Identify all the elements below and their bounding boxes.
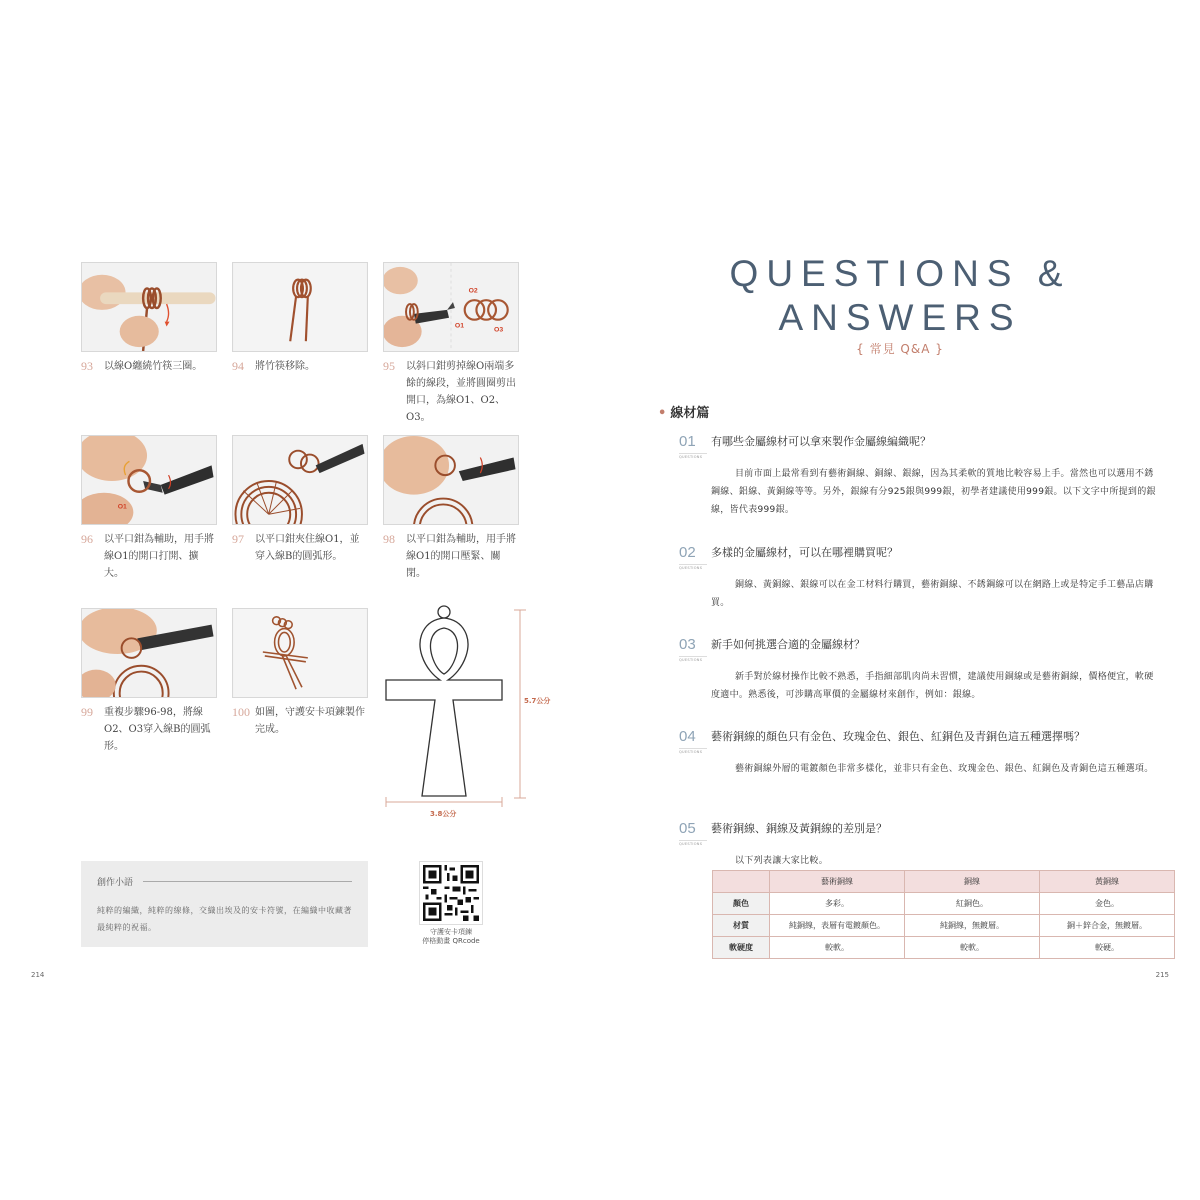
step-95 (383, 262, 519, 426)
question-text: 藝術銅線的顏色只有金色、玫瑰金色、銀色、紅銅色及青銅色這五種選擇嗎？ (711, 730, 1085, 743)
qa-subtitle: { 常見 Q&A } (856, 342, 944, 356)
label-o1-b: O1 (117, 503, 127, 511)
row-label: 顏色 (713, 893, 770, 915)
width-dimension-label: 3.8公分 (430, 810, 457, 818)
question-item (679, 821, 1159, 870)
step-94-photo (232, 262, 368, 352)
step-96 (81, 435, 217, 582)
step-94 (232, 262, 368, 375)
label-o3: O3 (494, 326, 504, 334)
height-dimension-label: 5.7公分 (524, 697, 551, 705)
question-item (679, 545, 1159, 612)
step-text: 重複步驟96-98，將線O2、O3穿入線B的圓弧形。 (104, 707, 211, 752)
right-page (600, 0, 1200, 1200)
step-99 (81, 608, 217, 755)
page-number-right: 215 (1155, 971, 1169, 979)
qr-code[interactable] (419, 861, 483, 925)
question-number: 03 (679, 636, 696, 653)
question-number: 02 (679, 544, 696, 561)
step-text: 以線O纏繞竹筷三圈。 (104, 361, 203, 372)
step-text: 將竹筷移除。 (255, 361, 315, 372)
question-label: QUESTIONS (679, 840, 707, 846)
step-97-photo (232, 435, 368, 525)
step-number: 96 (81, 532, 93, 546)
table-cell: 較硬。 (1040, 937, 1175, 959)
section-heading (658, 402, 709, 421)
table-cell: 銅＋鋅合金，無鍍層。 (1040, 915, 1175, 937)
step-text: 以平口鉗為輔助，用手將線O1的開口壓緊、關閉。 (406, 534, 516, 579)
step-number: 100 (232, 705, 250, 719)
table-cell: 純銅線，表層有電鍍顏色。 (770, 915, 905, 937)
table-cell: 紅銅色。 (905, 893, 1040, 915)
row-label: 軟硬度 (713, 937, 770, 959)
question-item (679, 729, 1159, 778)
bullet-icon: • (658, 406, 667, 421)
question-item (679, 637, 1159, 704)
question-item (679, 434, 1159, 519)
label-o1: O1 (454, 322, 465, 330)
question-number: 01 (679, 433, 696, 450)
qa-title (600, 252, 1200, 340)
label-o2: O2 (468, 287, 478, 295)
table-header-cell: 藝術銅線 (770, 871, 905, 893)
table-row (713, 893, 1175, 915)
table-cell: 多彩。 (770, 893, 905, 915)
ankh-template-diagram (380, 604, 560, 824)
qa-title-line2: ANSWERS (778, 297, 1022, 338)
step-number: 98 (383, 532, 395, 546)
step-number: 94 (232, 359, 244, 373)
qr-caption-line2: 停格動畫 QRcode (422, 937, 480, 945)
question-text: 新手如何挑選合適的金屬線材？ (711, 638, 865, 651)
step-number: 93 (81, 359, 93, 373)
table-corner-cell (713, 871, 770, 893)
page-number-left: 214 (31, 971, 45, 979)
note-title: 創作小語 (97, 875, 352, 888)
qr-caption-line1: 守護安卡項鍊 (430, 928, 472, 936)
question-number: 04 (679, 728, 696, 745)
question-badge (679, 729, 707, 754)
question-number: 05 (679, 820, 696, 837)
step-98-photo (383, 435, 519, 525)
creation-note-box (81, 861, 368, 947)
step-95-photo (383, 262, 519, 352)
question-text: 有哪些金屬線材可以拿來製作金屬線編織呢？ (711, 435, 931, 448)
step-98 (383, 435, 519, 582)
step-text: 如圖，守護安卡項鍊製作完成。 (255, 707, 365, 735)
table-cell: 金色。 (1040, 893, 1175, 915)
row-label: 材質 (713, 915, 770, 937)
question-badge (679, 821, 707, 846)
question-text: 多樣的金屬線材，可以在哪裡購買呢？ (711, 546, 898, 559)
step-100 (232, 608, 368, 738)
answer-text: 藝術銅線外層的電鍍顏色非常多樣化，並非只有金色、玫瑰金色、銀色、紅銅色及青銅色這五種選項。 (735, 764, 1154, 774)
step-100-photo (232, 608, 368, 698)
answer-text: 銅線、黃銅線、銀線可以在金工材料行購買，藝術銅線、不銹鋼線可以在網路上或是特定手工藝品店購買。 (711, 580, 1154, 608)
answer-text: 新手對於線材操作比較不熟悉，手指細部肌肉尚未習慣，建議使用銅線或是藝術銅線，價格便宜，軟硬度適中。熟悉後，可涉購高單價的金屬線材來創作，例如：銀線。 (711, 672, 1154, 700)
table-header-cell: 銅線 (905, 871, 1040, 893)
step-number: 95 (383, 359, 395, 373)
section-title: 線材篇 (670, 406, 710, 421)
step-number: 99 (81, 705, 93, 719)
question-badge (679, 545, 707, 570)
step-99-photo (81, 608, 217, 698)
step-number: 97 (232, 532, 244, 546)
table-cell: 較軟。 (770, 937, 905, 959)
qr-caption (405, 928, 497, 946)
table-cell: 較軟。 (905, 937, 1040, 959)
question-label: QUESTIONS (679, 453, 707, 459)
step-text: 以平口鉗為輔助，用手將線O1的開口打開、擴大。 (104, 534, 214, 579)
question-badge (679, 434, 707, 459)
wire-comparison-table (712, 870, 1175, 959)
question-badge (679, 637, 707, 662)
table-row (713, 915, 1175, 937)
question-text: 藝術銅線、銅線及黃銅線的差別是？ (711, 822, 887, 835)
table-header-cell: 黃銅線 (1040, 871, 1175, 893)
step-text: 以平口鉗夾住線O1，並穿入線B的圓弧形。 (255, 534, 360, 562)
table-cell: 純銅線，無鍍層。 (905, 915, 1040, 937)
question-label: QUESTIONS (679, 564, 707, 570)
step-97 (232, 435, 368, 565)
table-header-row (713, 871, 1175, 893)
question-label: QUESTIONS (679, 656, 707, 662)
answer-text: 目前市面上最常看到有藝術銅線、銅線、銀線，因為其柔軟的質地比較容易上手。當然也可以選用不銹鋼線、鋁線、黃銅線等等。另外，銀線有分925銀與999銀，初學者建議使用999銀。以下文字中所提到的銀線，皆代表999銀。 (711, 469, 1156, 515)
question-label: QUESTIONS (679, 748, 707, 754)
step-text: 以斜口鉗剪掉線O兩端多餘的線段，並將圓圈剪出開口，為線O1、O2、O3。 (406, 361, 516, 423)
step-96-photo (81, 435, 217, 525)
step-93 (81, 262, 217, 375)
answer-text: 以下列表讓大家比較。 (735, 856, 829, 866)
step-93-photo (81, 262, 217, 352)
table-row (713, 937, 1175, 959)
qa-title-line1: QUESTIONS & (729, 253, 1071, 294)
note-body: 純粹的編織，純粹的線條，交織出埃及的安卡符號，在編織中收藏著最純粹的祝福。 (97, 906, 352, 932)
